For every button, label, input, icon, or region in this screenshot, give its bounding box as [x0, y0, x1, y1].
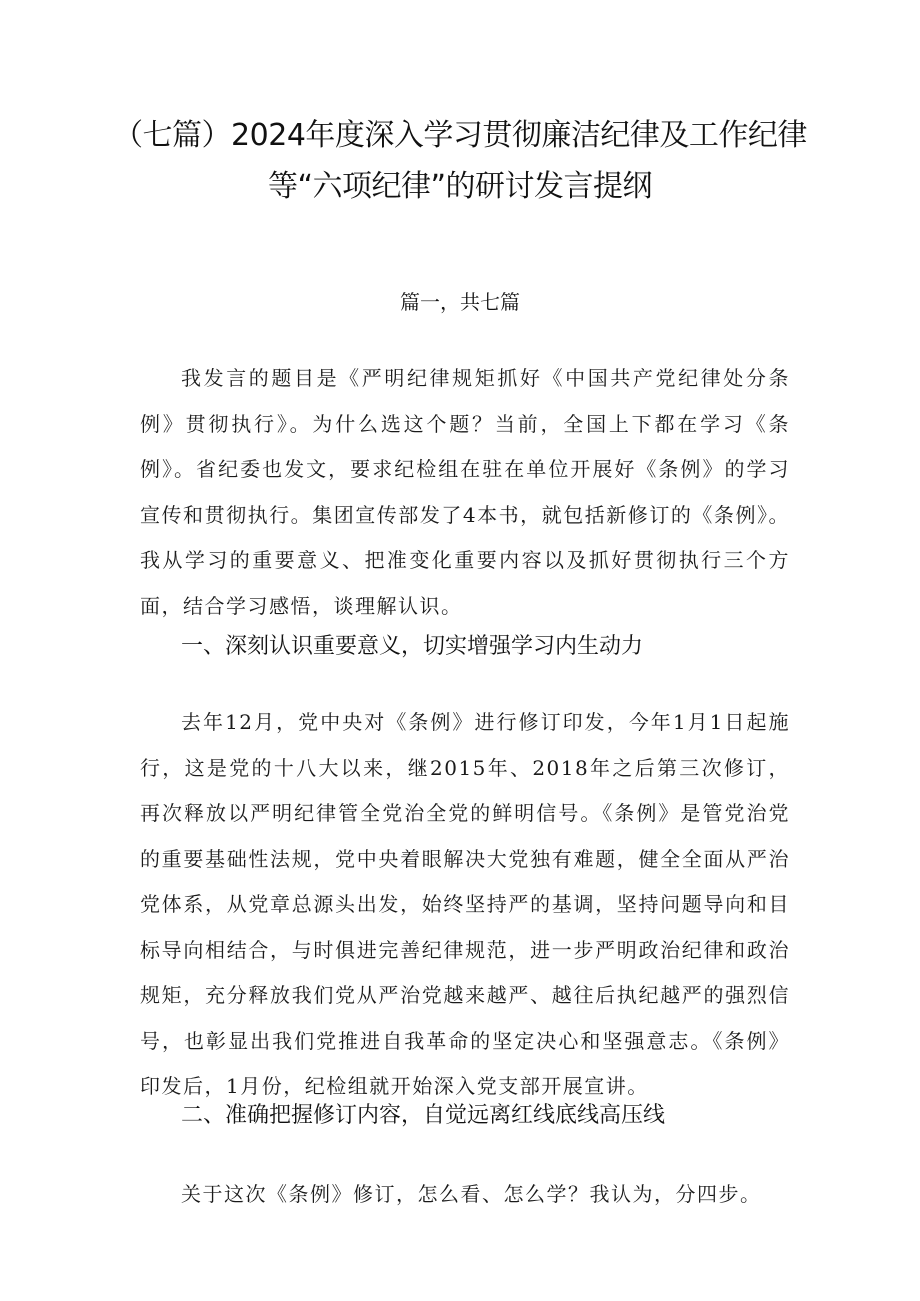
document-title-line-1: （七篇）2024年度深入学习贯彻廉洁纪律及工作纪律 — [113, 118, 807, 153]
section-1-paragraph: 去年12月，党中央对《条例》进行修订印发，今年1月1日起施行，这是党的十八大以来，继2015年、2018年之后第三次修订，再次释放以严明纪律管全党治全党的鲜明信号。《条例》是管党治党的重要基础性法规，党中央着眼解决大党独有难题，健全全面从严治党体系，从党章总源头出发，始终坚持严的基调，坚持问题导向和目标导向相结合，与时俱进完善纪律规范，进一步严明政治纪律和政治规矩，充分释放我们党从严治党越来越严、越往后执纪越严的强烈信号，也彰显出我们党推进自我革命的坚定决心和坚强意志。《条例》印发后，1月份，纪检组就开始深入党支部开展宣讲。 — [140, 710, 790, 1098]
section-2-paragraph: 关于这次《条例》修订，怎么看、怎么学？我认为，分四步。 — [181, 1182, 762, 1206]
section-1-heading: 一、深刻认识重要意义，切实增强学习内生动力 — [181, 634, 644, 659]
section-2-heading: 二、准确把握修订内容，自觉远离红线底线高压线 — [181, 1103, 666, 1128]
chapter-label: 篇一，共七篇 — [400, 290, 520, 314]
intro-paragraph: 我发言的题目是《严明纪律规矩抓好《中国共产党纪律处分条例》贯彻执行》。为什么选这个题？当前，全国上下都在学习《条例》。省纪委也发文，要求纪检组在驻在单位开展好《条例》的学习宣传和贯彻执行。集团宣传部发了4本书，就包括新修订的《条例》。我从学习的重要意义、把准变化重要内容以及抓好贯彻执行三个方面，结合学习感悟，谈理解认识。 — [140, 366, 790, 618]
document-title-line-2: 等“六项纪律”的研讨发言提纲 — [267, 169, 653, 204]
